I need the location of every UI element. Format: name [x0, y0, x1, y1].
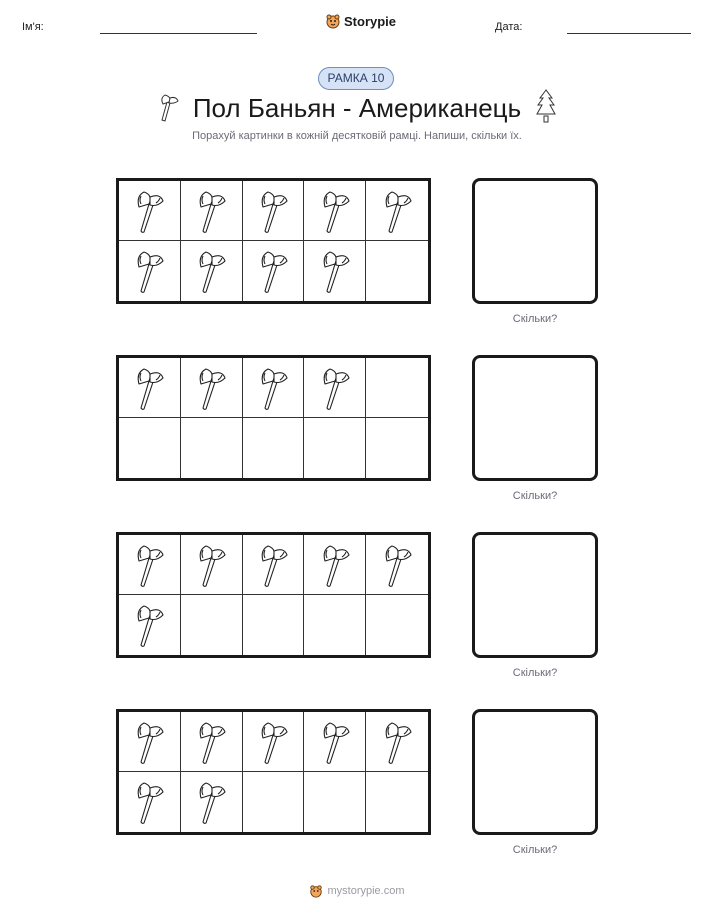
brand-name: Storypie: [344, 13, 397, 29]
brand-mascot-icon: [325, 13, 341, 29]
frame-cell: [119, 418, 181, 478]
axe-icon: [315, 364, 355, 412]
axe-icon: [315, 718, 355, 766]
ten-frame-3: [116, 532, 431, 658]
axe-icon: [315, 541, 355, 589]
brand-mascot-icon: [309, 884, 323, 898]
pine-tree-icon: [534, 88, 558, 124]
frame-cell: [119, 181, 181, 241]
axe-icon: [253, 247, 293, 295]
frame-cell: [119, 358, 181, 418]
frame-cell: [181, 181, 243, 241]
frame-cell: [366, 181, 428, 241]
frame-cell: [181, 772, 243, 832]
frame-cell: [181, 418, 243, 478]
frame-cell: [243, 595, 305, 655]
date-line[interactable]: [567, 33, 691, 34]
name-line[interactable]: [100, 33, 257, 34]
axe-icon: [129, 778, 169, 826]
axe-icon: [377, 718, 417, 766]
frame-cell: [243, 535, 305, 595]
frame-cell: [304, 358, 366, 418]
frame-badge: РАМКА 10: [318, 67, 394, 90]
frame-cell: [181, 241, 243, 301]
axe-icon: [315, 187, 355, 235]
axe-icon: [253, 187, 293, 235]
frame-cell: [366, 418, 428, 478]
frame-cell: [304, 418, 366, 478]
axe-icon: [377, 541, 417, 589]
frame-cell: [181, 595, 243, 655]
frame-cell: [366, 595, 428, 655]
ten-frame-1: [116, 178, 431, 304]
axe-icon: [253, 718, 293, 766]
axe-icon: [129, 364, 169, 412]
axe-icon: [129, 541, 169, 589]
axe-icon: [191, 247, 231, 295]
frame-cell: [119, 595, 181, 655]
axe-icon: [191, 187, 231, 235]
axe-icon: [129, 187, 169, 235]
frame-cell: [119, 535, 181, 595]
instructions: Порахуй картинки в кожній десятковій рамці. Напиши, скільки їх.: [192, 130, 522, 142]
frame-cell: [243, 712, 305, 772]
answer-box-4[interactable]: [472, 709, 598, 835]
date-label: Дата:: [495, 21, 523, 33]
frame-cell: [304, 712, 366, 772]
frame-cell: [243, 358, 305, 418]
frame-cell: [243, 241, 305, 301]
axe-icon: [253, 364, 293, 412]
frame-cell: [243, 418, 305, 478]
frame-cell: [366, 358, 428, 418]
answer-label-3: Скільки?: [512, 667, 558, 679]
answer-box-3[interactable]: [472, 532, 598, 658]
axe-icon: [191, 718, 231, 766]
axe-icon: [315, 247, 355, 295]
axe-icon: [191, 364, 231, 412]
frame-cell: [181, 712, 243, 772]
footer: [0, 884, 714, 898]
frame-cell: [119, 712, 181, 772]
answer-box-1[interactable]: [472, 178, 598, 304]
answer-label-4: Скільки?: [512, 844, 558, 856]
frame-cell: [243, 181, 305, 241]
axe-icon: [377, 187, 417, 235]
axe-icon: [129, 601, 169, 649]
frame-cell: [304, 535, 366, 595]
axe-icon: [191, 541, 231, 589]
page-title: Пол Баньян - Американець: [192, 93, 522, 123]
answer-box-2[interactable]: [472, 355, 598, 481]
frame-cell: [119, 772, 181, 832]
ten-frame-4: [116, 709, 431, 835]
axe-icon: [129, 247, 169, 295]
answer-label-1: Скільки?: [512, 313, 558, 325]
frame-cell: [304, 181, 366, 241]
frame-cell: [366, 535, 428, 595]
frame-cell: [304, 241, 366, 301]
frame-cell: [181, 535, 243, 595]
axe-icon: [191, 778, 231, 826]
footer-url[interactable]: mystorypie.com: [327, 885, 405, 897]
frame-cell: [304, 595, 366, 655]
frame-cell: [181, 358, 243, 418]
frame-cell: [366, 241, 428, 301]
frame-cell: [243, 772, 305, 832]
frame-cell: [366, 772, 428, 832]
answer-label-2: Скільки?: [512, 490, 558, 502]
axe-icon: [253, 541, 293, 589]
frame-cell: [304, 772, 366, 832]
brand-logo: [325, 13, 396, 29]
frame-cell: [366, 712, 428, 772]
axe-icon: [129, 718, 169, 766]
ten-frame-2: [116, 355, 431, 481]
name-label: Ім'я:: [22, 21, 44, 33]
frame-cell: [119, 241, 181, 301]
